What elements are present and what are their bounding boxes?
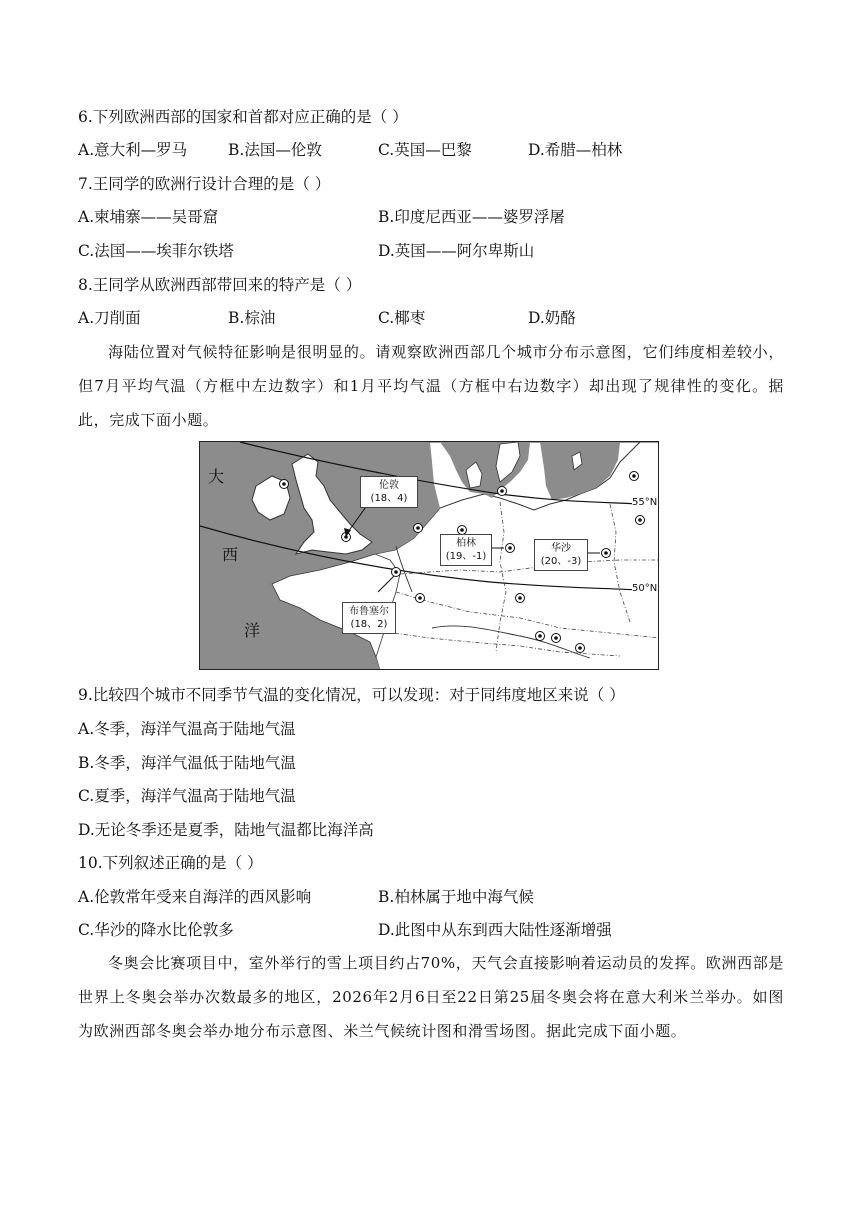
question-7-option-a: A.柬埔寨——吴哥窟 <box>78 208 219 226</box>
city-temps-warsaw: (20、-3) <box>540 556 582 567</box>
question-6-option-c: C.英国—巴黎 <box>378 141 472 159</box>
question-10-stem: 10.下列叙述正确的是（ ） <box>78 854 263 872</box>
west-europe-city-map <box>199 441 659 670</box>
question-8-option-a: A.刀削面 <box>78 309 141 327</box>
city-temps-london: (18、4) <box>370 493 408 504</box>
question-8-option-b: B.棕油 <box>228 309 276 327</box>
city-box-london <box>360 476 418 508</box>
city-name-london: 伦敦 <box>379 480 399 491</box>
question-7-stem: 7.王同学的欧洲行设计合理的是（ ） <box>78 175 331 193</box>
question-7-option-b: B.印度尼西亚——婆罗浮屠 <box>378 208 565 226</box>
city-box-brussels <box>342 602 396 634</box>
map-graphic <box>200 442 659 670</box>
ocean-label-2: 西 <box>222 545 239 564</box>
question-8-option-d: D.奶酪 <box>528 309 576 327</box>
question-10-option-d: D.此图中从东到西大陆性逐渐增强 <box>378 921 612 939</box>
city-marker-city-f <box>536 632 545 641</box>
question-10-option-b: B.柏林属于地中海气候 <box>378 888 534 906</box>
question-9-option-d: D.无论冬季还是夏季，陆地气温都比海洋高 <box>78 821 374 839</box>
city-temps-berlin: (19、-1) <box>445 551 487 562</box>
question-6-option-a: A.意大利—罗马 <box>78 141 188 159</box>
city-box-warsaw <box>534 539 588 571</box>
city-marker-dublin <box>280 480 289 489</box>
question-7-option-d: D.英国——阿尔卑斯山 <box>378 242 535 260</box>
city-marker-city-c <box>636 516 645 525</box>
question-10-option-c: C.华沙的降水比伦敦多 <box>78 921 234 939</box>
city-marker-city-h <box>576 644 585 653</box>
city-name-berlin: 柏林 <box>456 538 476 549</box>
latitude-50-label: 50°N <box>632 583 658 594</box>
city-marker-warsaw <box>602 549 611 558</box>
question-7-option-c: C.法国——埃菲尔铁塔 <box>78 242 234 260</box>
question-8-stem: 8.王同学从欧洲西部带回来的特产是（ ） <box>78 276 362 294</box>
city-marker-city-b <box>630 472 639 481</box>
question-8-option-c: C.椰枣 <box>378 309 426 327</box>
ocean-label-1: 大 <box>208 467 225 486</box>
latitude-55-label: 55°N <box>632 497 658 508</box>
city-name-warsaw: 华沙 <box>551 543 571 554</box>
city-marker-brussels <box>392 568 401 577</box>
city-marker-berlin <box>506 544 515 553</box>
question-9-stem: 9.比较四个城市不同季节气温的变化情况，可以发现：对于同纬度地区来说（ ） <box>78 686 625 704</box>
question-6-stem: 6.下列欧洲西部的国家和首都对应正确的是（ ） <box>78 108 408 126</box>
question-6-option-b: B.法国—伦敦 <box>228 141 322 159</box>
city-marker-copenhagen <box>498 487 507 496</box>
city-marker-amsterdam <box>414 524 423 533</box>
question-9-option-c: C.夏季，海洋气温高于陆地气温 <box>78 787 296 805</box>
ocean-label-3: 洋 <box>244 621 261 640</box>
passage-winter-olympics-text: 冬奥会比赛项目中，室外举行的雪上项目约占70%，天气会直接影响着运动员的发挥。欧洲西部是世界上冬奥会举办次数最多的地区，2026年2月6日至22日第25届冬奥会将在意大利米兰举办。如图为欧洲西部冬奥会举办地分布示意图、米兰气候统计图和滑雪场图。据此完成下面小题。 <box>78 954 784 1040</box>
city-box-berlin <box>440 534 492 566</box>
passage-winter-olympics <box>78 946 784 1048</box>
city-temps-brussels: (18、2) <box>350 619 388 630</box>
question-6-option-d: D.希腊—柏林 <box>528 141 623 159</box>
city-marker-city-g <box>552 634 561 643</box>
city-marker-city-e <box>516 594 525 603</box>
question-10-option-a: A.伦敦常年受来自海洋的西风影响 <box>78 888 312 906</box>
city-name-brussels: 布鲁塞尔 <box>349 606 389 617</box>
passage-climate-text: 海陆位置对气候特征影响是很明显的。请观察欧洲西部几个城市分布示意图，它们纬度相差较小，但7月平均气温（方框中左边数字）和1月平均气温（方框中右边数字）却出现了规律性的变化。据此，完成下面小题。 <box>78 343 784 429</box>
question-9-option-a: A.冬季，海洋气温高于陆地气温 <box>78 720 296 738</box>
question-9-option-b: B.冬季，海洋气温低于陆地气温 <box>78 754 296 772</box>
passage-climate <box>78 335 784 437</box>
city-marker-city-d <box>416 594 425 603</box>
